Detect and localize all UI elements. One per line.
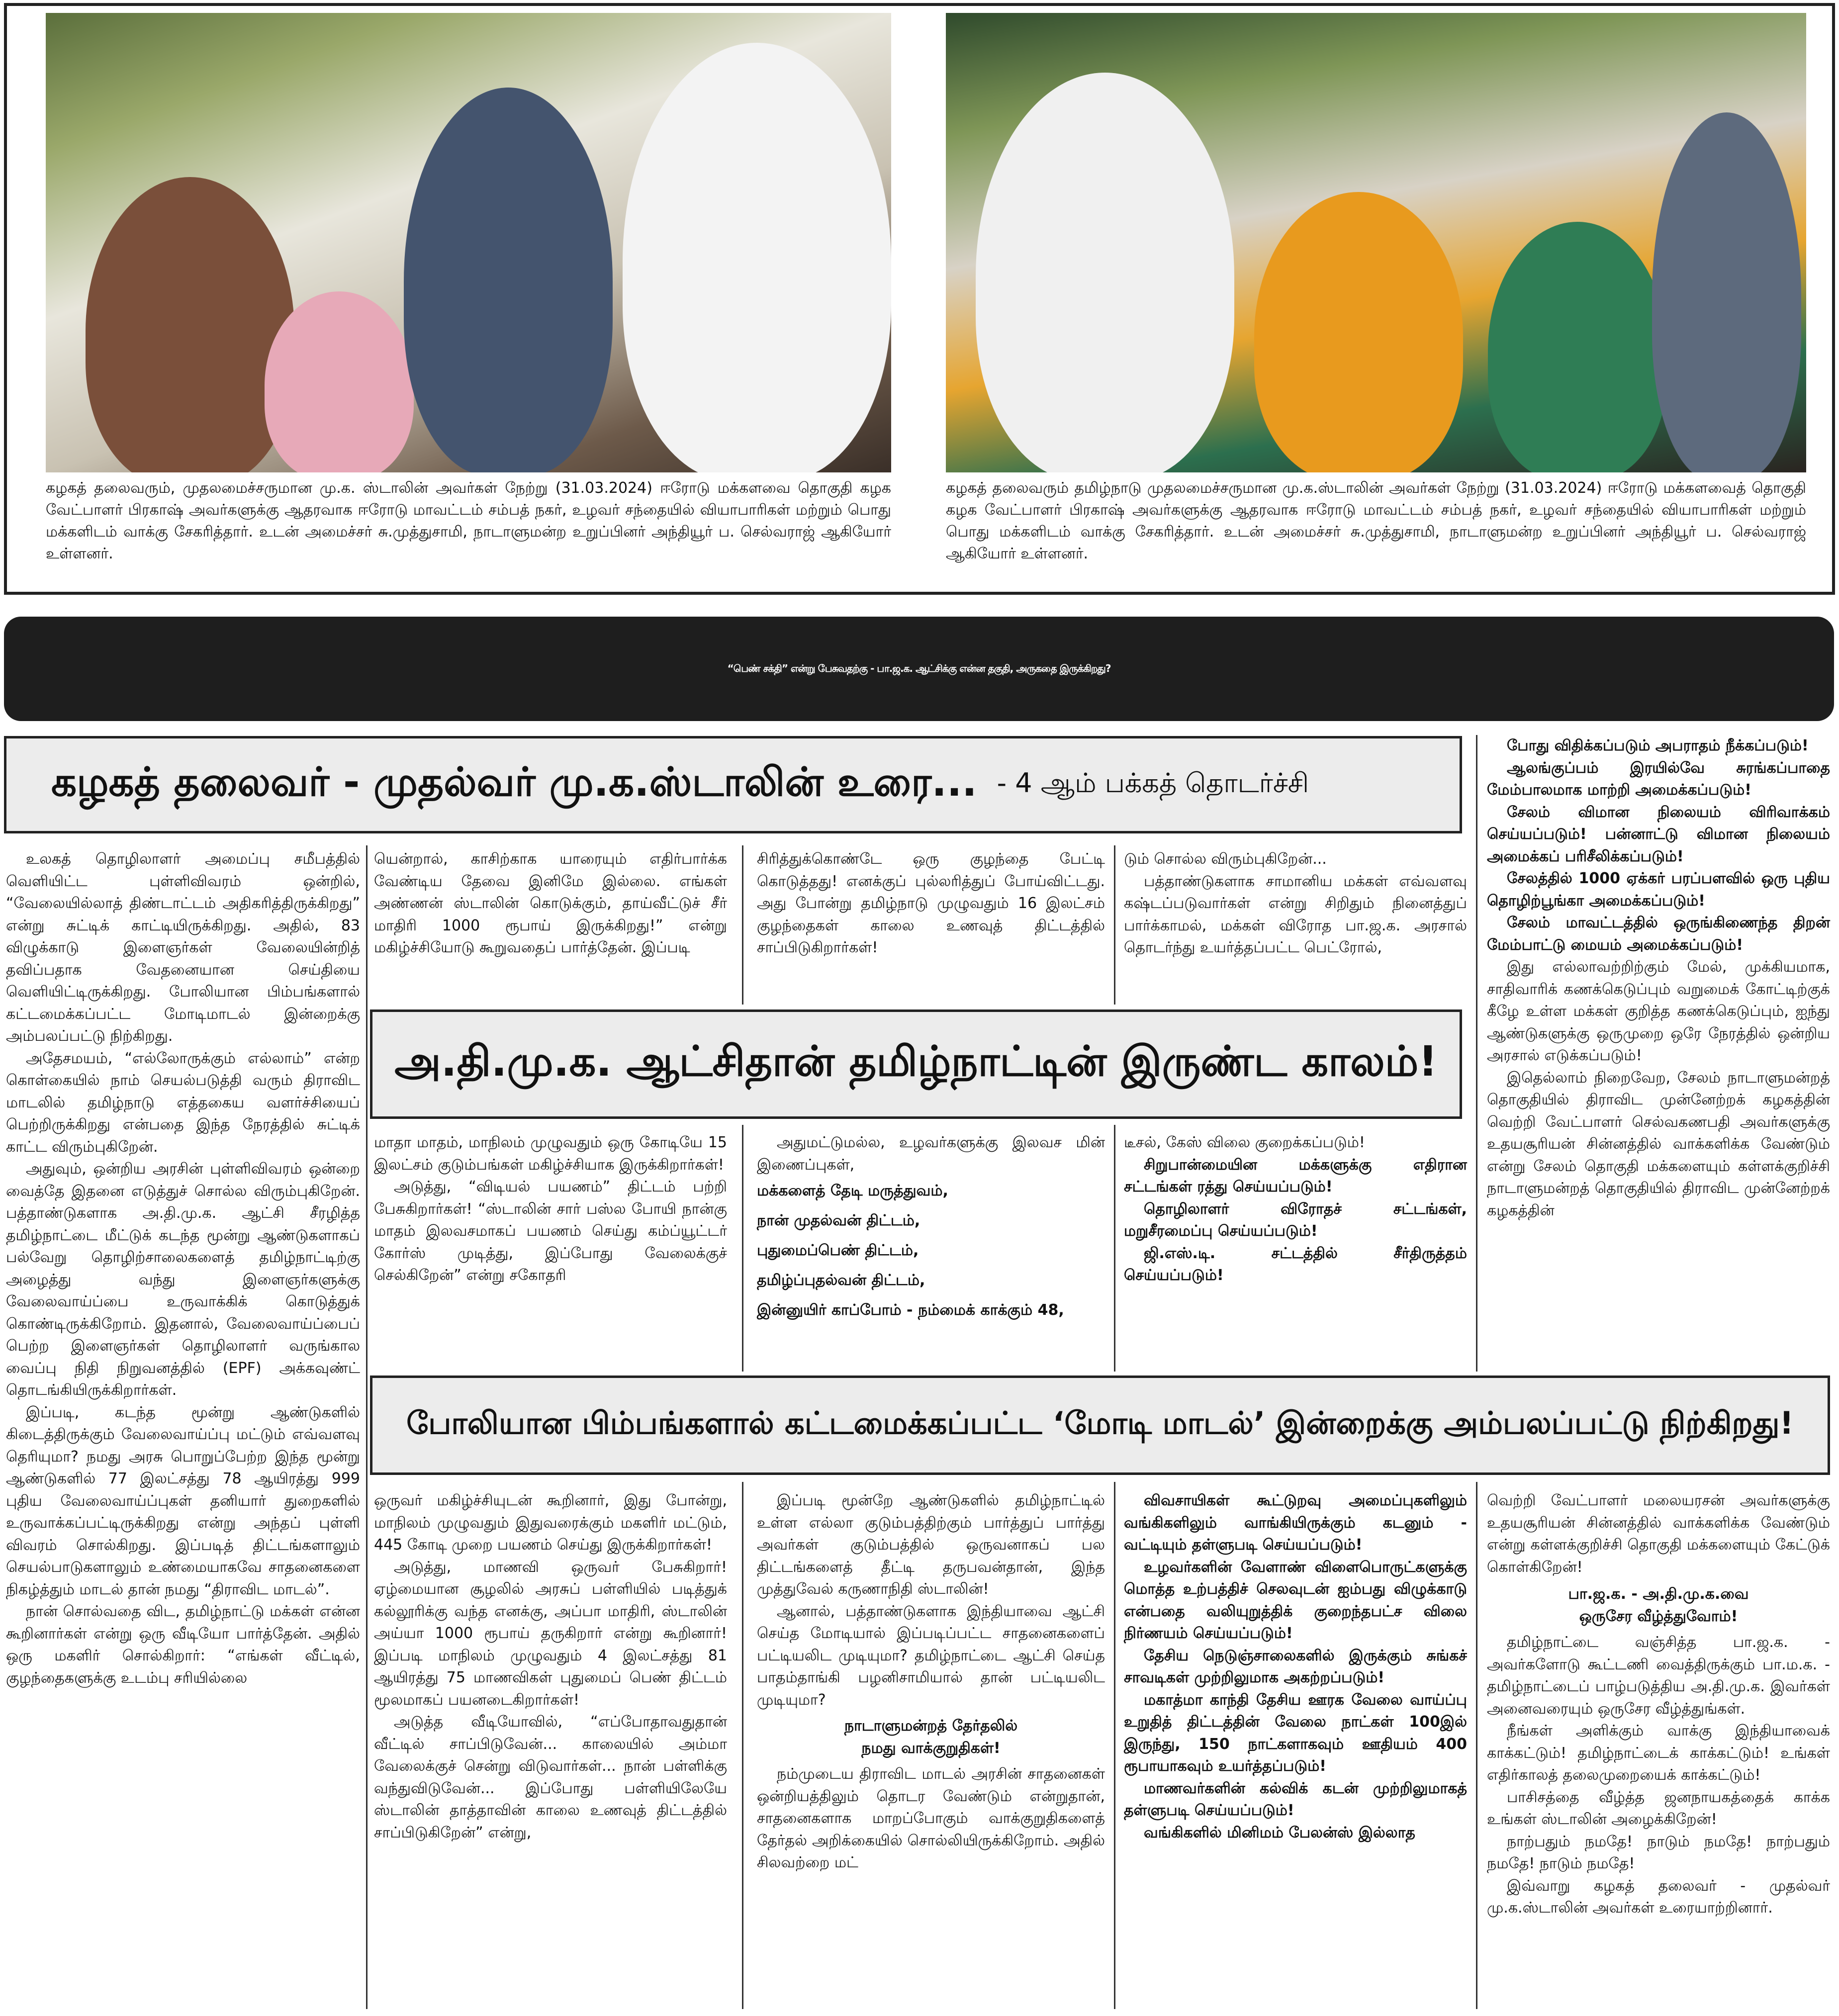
- paragraph: நீங்கள் அளிக்கும் வாக்கு இந்தியாவைக் காக்கட்டும்! தமிழ்நாட்டைக் காக்கட்டும்! உங்கள் எதிர்காலத் தலைமுறையைக் காக்கட்டும்!: [1487, 1722, 1830, 1784]
- paragraph: அதுவும், ஒன்றிய அரசின் புள்ளிவிவரம் ஒன்றை வைத்தே இதனை எடுத்துச் சொல்ல விரும்புகிறேன். பத்தாண்டுகளாக அ.தி.மு.க. ஆட்சி சீரழித்த தமிழ்நாட்டை மீட்டுக் கடந்த மூன்று ஆண்டுகளாகப் பல்வேறு தொழிற்சாலைகளைத் தமிழ்நாட்டிற்கு அழைத்து வந்து இளைஞர்களுக்கு வேலைவாய்ப்பை உருவாக்கிக் கொடுத்துக் கொண்டிருக்கிறோம். இதனால், வேலைவாய்ப்பைப் பெற்ற இளைஞர்கள் தொழிலாளர் வருங்கால வைப்பு நிதி நிறுவனத்தில் (EPF) அக்கவுண்ட் தொடங்கியிருக்கிறார்கள்.: [6, 1160, 360, 1399]
- list-item: இன்னுயிர் காப்போம் - நம்மைக் காக்கும் 48,: [757, 1301, 1064, 1319]
- paragraph: இது எல்லாவற்றிற்கும் மேல், முக்கியமாக, சாதிவாரிக் கணக்கெடுப்பும் வறுமைக் கோட்டிற்குக் கீழே உள்ள மக்கள் குறித்த கணக்கெடுப்பும், ஐந்து ஆண்டுகளுக்கு ஒருமுறை ஒரே நேரத்தில் ஒன்றிய அரசால் எடுக்கப்படும்!: [1487, 958, 1830, 1064]
- photo-caption-right: கழகத் தலைவரும் தமிழ்நாடு முதலமைச்சருமான மு.க.ஸ்டாலின் அவர்கள் நேற்று (31.03.2024) ஈரோடு மக்களவைத் தொகுதி கழக வேட்பாளர் பிரகாஷ் அவர்களுக்கு ஆதரவாக ஈரோடு மாவட்டம் சம்பத் நகர், உழவர் சந்தையில் வியாபாரிகள் மற்றும் பொது மக்களிடம் வாக்கு சேகரித்தார். உடன் அமைச்சர் சு.முத்துசாமி, நாடாளுமன்ற உறுப்பினர் அந்தியூர் ப. செல்வராஜ் ஆகியோர் உள்ளனர்.: [946, 479, 1806, 562]
- photo-caption-left: கழகத் தலைவரும், முதலமைச்சருமான மு.க. ஸ்டாலின் அவர்கள் நேற்று (31.03.2024) ஈரோடு மக்களவை தொகுதி கழக வேட்பாளர் பிரகாஷ் அவர்களுக்கு ஆதரவாக ஈரோடு மாவட்டம் சம்பத் நகர், உழவர் சந்தையில் வியாபாரிகள் மற்றும் பொது மக்களிடம் வாக்கு சேகரித்தார். உடன் அமைச்சர் சு.முத்துசாமி, நாடாளுமன்ற உறுப்பினர் அந்தியூர் ப. செல்வராஜ் ஆகியோர் உள்ளனர்.: [46, 479, 891, 562]
- column-divider: [1114, 845, 1115, 1005]
- paragraph: இதெல்லாம் நிறைவேற, சேலம் நாடாளுமன்றத் தொகுதியில் திராவிட முன்னேற்றக் கழகத்தின் வெற்றி வேட்பாளர் செல்வகணபதி அவர்களுக்கு உதயசூரியன் சின்னத்தில் வாக்களிக்க வேண்டும் என்று சேலம் தொகுதி மக்களையும் கள்ளக்குறிச்சி நாடாளுமன்றத் தொகுதியில் திராவிட முன்னேற்றக் கழகத்தின்: [1487, 1069, 1830, 1219]
- column-divider: [366, 845, 368, 2009]
- paragraph: டும் சொல்ல விரும்புகிறேன்...: [1124, 850, 1327, 868]
- paragraph: ஒருவர் மகிழ்ச்சியுடன் கூறினார், இது போன்று, மாநிலம் முழுவதும் இதுவரைக்கும் மகளிர் மட்டும், 445 கோடி முறை பயணம் செய்து இருக்கிறார்கள்!: [374, 1492, 727, 1554]
- section-heading: நமது வாக்குறுதிகள்!: [861, 1739, 1001, 1757]
- paragraph: அதுமட்டுமல்ல, உழவர்களுக்கு இலவச மின் இணைப்புகள்,: [757, 1134, 1105, 1174]
- paragraph: வங்கிகளில் மினிமம் பேலன்ஸ் இல்லாத: [1144, 1824, 1415, 1841]
- paragraph: தமிழ்நாட்டை வஞ்சித்த பா.ஜ.க. - அவர்களோடு கூட்டணி வைத்திருக்கும் பா.ம.க. - தமிழ்நாட்டைப் பாழ்படுத்திய அ.தி.மு.க. இவர்கள் அனைவரையும் ஒருசேர வீழ்த்துங்கள்.: [1487, 1634, 1830, 1718]
- paragraph: பத்தாண்டுகளாக சாமானிய மக்கள் எவ்வளவு கஷ்டப்படுவார்கள் என்று சிறிதும் நினைத்துப் பார்க்காமல், மக்கள் விரோத பா.ஜ.க. அரசால் தொடர்ந்து உயர்த்தப்பட்ட பெட்ரோல்,: [1124, 872, 1467, 956]
- paragraph: இப்படி, கடந்த மூன்று ஆண்டுகளில் கிடைத்திருக்கும் வேலைவாய்ப்பு மட்டும் எவ்வளவு தெரியுமா? நமது அரசு பொறுப்பேற்ற இந்த மூன்று ஆண்டுகளில் 77 இலட்சத்து 78 ஆயிரத்து 999 புதிய வேலைவாய்ப்புகள் தனியார் துறைகளில் உருவாக்கப்பட்டிருக்கிறது என்று அந்தப் புள்ளி விவரம் சொல்கிறது. இப்படித் திட்டங்களாலும் செயல்பாடுகளாலும் உண்மையாகவே சாதனைகளை நிகழ்த்தும் மாடல் தான் நமது “திராவிட மாடல்”.: [6, 1403, 360, 1598]
- mid-heading: அ.தி.மு.க. ஆட்சிதான் தமிழ்நாட்டின் இருண்ட காலம்!: [394, 1037, 1438, 1086]
- column-2-upper: [374, 848, 727, 959]
- paragraph: தொழிலாளர் விரோதச் சட்டங்கள், மறுசீரமைப்பு செய்யப்படும்!: [1124, 1200, 1467, 1240]
- column-4-middle: [1124, 1132, 1467, 1287]
- paragraph: நாற்பதும் நமதே! நாடும் நமதே! நாற்பதும் நமதே! நாடும் நமதே!: [1487, 1833, 1830, 1872]
- column-divider: [1114, 1482, 1115, 2009]
- photo-left: [46, 13, 891, 472]
- subhead-box: [4, 736, 1462, 833]
- paragraph: மாணவர்களின் கல்விக் கடன் முற்றிலுமாகத் தள்ளுபடி செய்யப்படும்!: [1124, 1779, 1467, 1819]
- column-divider: [1114, 1125, 1115, 1372]
- paragraph: மாதா மாதம், மாநிலம் முழுவதும் ஒரு கோடியே 15 இலட்சம் குடும்பங்கள் மகிழ்ச்சியாக இருக்கிறார்கள்!: [374, 1134, 727, 1174]
- column-4-lower: [1124, 1490, 1467, 1844]
- paragraph: டீசல், கேஸ் விலை குறைக்கப்படும்!: [1124, 1134, 1365, 1151]
- list-item: தமிழ்ப்புதல்வன் திட்டம்,: [757, 1272, 925, 1289]
- column-divider: [1476, 1482, 1477, 2009]
- paragraph: நான் சொல்வதை விட, தமிழ்நாட்டு மக்கள் என்ன கூறினார்கள் என்று ஒரு வீடியோ பார்த்தேன். அதில் ஒரு மகளிர் சொல்கிறார்: “எங்கள் வீட்டில், குழந்தைகளுக்கு உடம்பு சரியில்லை: [6, 1603, 360, 1687]
- paragraph: அடுத்த வீடியோவில், “எப்போதாவதுதான் வீட்டில் சாப்பிடுவேன்... காலையில் அம்மா வேலைக்குச் சென்று விடுவார்கள்... நான் பள்ளிக்கு வந்துவிடுவேன்... இப்போது பள்ளியிலேயே ஸ்டாலின் தாத்தாவின் காலை உணவுத் திட்டத்தில் சாப்பிடுகிறேன்” என்று,: [374, 1713, 727, 1841]
- column-3-upper: [757, 848, 1105, 959]
- photo-right: [946, 13, 1806, 472]
- main-headline: “பெண் சக்தி” என்று பேசுவதற்கு - பா.ஜ.க. ஆட்சிக்கு என்ன தகுதி, அருகதை இருக்கிறது?: [4, 617, 1834, 721]
- subhead-continuation: - 4 ஆம் பக்கத் தொடர்ச்சி: [997, 767, 1309, 799]
- column-right-top: [1487, 735, 1830, 1222]
- paragraph: வெற்றி வேட்பாளர் மலையரசன் அவர்களுக்கு உதயசூரியன் சின்னத்தில் வாக்களிக்க வேண்டும் என்று கள்ளக்குறிச்சி தொகுதி மக்களையும் கேட்டுக் கொள்கிறேன்!: [1487, 1492, 1830, 1576]
- lower-heading: போலியான பிம்பங்களால் கட்டமைக்கப்பட்ட ‘மோடி மாடல்’ இன்றைக்கு அம்பலப்பட்டு நிற்கிறது!: [406, 1405, 1794, 1441]
- column-5-lower: [1487, 1490, 1830, 1920]
- column-2-middle: [374, 1132, 727, 1287]
- paragraph: ஜி.எஸ்.டி. சட்டத்தில் சீர்திருத்தம் செய்யப்படும்!: [1124, 1244, 1467, 1284]
- column-divider: [742, 1482, 743, 2009]
- paragraph: சேலம் விமான நிலையம் விரிவாக்கம் செய்யப்படும்! பன்னாட்டு விமான நிலையம் அமைக்கப் பரிசீலிக்கப்படும்!: [1487, 803, 1830, 865]
- paragraph: இப்படி மூன்றே ஆண்டுகளில் தமிழ்நாட்டில் உள்ள எல்லா குடும்பத்திற்கும் பார்த்துப் பார்த்து அவர்கள் குடும்பத்தில் ஒருவனாகப் பல திட்டங்களைத் தீட்டி தருபவன்தான், இந்த முத்துவேல் கருணாநிதி ஸ்டாலின்!: [757, 1492, 1105, 1598]
- paragraph: அடுத்து, “விடியல் பயணம்” திட்டம் பற்றி பேசுகிறார்கள்! “ஸ்டாலின் சார் பஸ்ல போயி நான்கு மாதம் இலவசமாகப் பயணம் செய்து கம்ப்யூட்டர் கோர்ஸ் முடித்து, இப்போது வேலைக்குச் செல்கிறேன்” என்று சகோதரி: [374, 1178, 727, 1284]
- paragraph: அதேசமயம், “எல்லோருக்கும் எல்லாம்” என்ற கொள்கையில் நாம் செயல்படுத்தி வரும் திராவிட மாடலில் தமிழ்நாடு எத்தகைய வளர்ச்சியைப் பெற்றிருக்கிறது என்பதை இந்த நேரத்தில் சுட்டிக் காட்ட விரும்புகிறேன்.: [6, 1049, 360, 1156]
- subhead-title: கழகத் தலைவர் - முதல்வர் மு.க.ஸ்டாலின் உரை...: [51, 759, 977, 805]
- paragraph: சிரித்துக்கொண்டே ஒரு குழந்தை பேட்டி கொடுத்தது! எனக்குப் புல்லரித்துப் போய்விட்டது. அது போன்று தமிழ்நாடு முழுவதும் 16 இலட்சம் குழந்தைகள் காலை உணவுத் திட்டத்தில் சாப்பிடுகிறார்கள்!: [757, 850, 1105, 956]
- section-heading: பா.ஜ.க. - அ.தி.மு.க.வை: [1568, 1585, 1749, 1603]
- column-3-lower: [757, 1490, 1105, 1874]
- section-heading: நாடாளுமன்றத் தேர்தலில்: [844, 1717, 1018, 1735]
- paragraph: சேலம் மாவட்டத்தில் ஒருங்கிணைந்த திறன் மேம்பாட்டு மையம் அமைக்கப்படும்!: [1487, 914, 1830, 954]
- paragraph: விவசாயிகள் கூட்டுறவு அமைப்புகளிலும் வங்கிகளிலும் வாங்கியிருக்கும் கடனும் - வட்டியும் தள்ளுபடி செய்யப்படும்!: [1124, 1492, 1467, 1554]
- column-divider: [742, 1125, 743, 1372]
- paragraph: யென்றால், காசிற்காக யாரையும் எதிர்பார்க்க வேண்டிய தேவை இனிமே இல்லை. எங்கள் அண்ணன் ஸ்டாலின் கொடுக்கும், தாய்வீட்டுச் சீர் மாதிரி 1000 ரூபாய் இருக்கிறது!” என்று மகிழ்ச்சியோடு கூறுவதைப் பார்த்தேன். இப்படி: [374, 850, 727, 956]
- mid-heading-box: [370, 1009, 1462, 1119]
- paragraph: தேசிய நெடுஞ்சாலைகளில் இருக்கும் சுங்கச் சாவடிகள் முற்றிலுமாக அகற்றப்படும்!: [1124, 1647, 1467, 1686]
- list-item: புதுமைப்பெண் திட்டம்,: [757, 1242, 919, 1259]
- paragraph: ஆனால், பத்தாண்டுகளாக இந்தியாவை ஆட்சி செய்த மோடியால் இப்படிப்பட்ட சாதனைகளைப் பட்டியலிட முடியுமா? தமிழ்நாட்டை ஆட்சி செய்த பாதம்தாங்கி பழனிசாமியால் தான் பட்டியலிட முடியுமா?: [757, 1602, 1105, 1709]
- list-item: நான் முதல்வன் திட்டம்,: [757, 1212, 920, 1229]
- paragraph: நம்முடைய திராவிட மாடல் அரசின் சாதனைகள் ஒன்றியத்திலும் தொடர வேண்டும் என்றுதான், சாதனைகளாக மாறப்போகும் வாக்குறுதிகளைத் தேர்தல் அறிக்கையில் சொல்லியிருக்கிறோம். அதில் சிலவற்றை மட்: [757, 1765, 1105, 1871]
- paragraph: உழவர்களின் வேளாண் விளைபொருட்களுக்கு மொத்த உற்பத்திச் செலவுடன் ஐம்பது விழுக்காடு என்பதை வலியுறுத்திக் குறைந்தபட்ச விலை நிர்ணயம் செய்யப்படும்!: [1124, 1558, 1467, 1642]
- column-divider: [1476, 735, 1477, 1372]
- column-divider: [742, 845, 743, 1005]
- paragraph: ஆலங்குப்பம் இரயில்வே சுரங்கப்பாதை மேம்பாலமாக மாற்றி அமைக்கப்படும்!: [1487, 759, 1830, 799]
- column-1: [6, 848, 360, 1689]
- paragraph: உலகத் தொழிலாளர் அமைப்பு சமீபத்தில் வெளியிட்ட புள்ளிவிவரம் ஒன்றில், “வேலையில்லாத் திண்டாட்டம் அதிகரித்திருக்கிறது” என்று சுட்டிக் காட்டியிருக்கிறது. அதில், 83 விழுக்காடு இளைஞர்கள் வேலையின்றித் தவிப்பதாக வேதனையான செய்தியை வெளியிட்டிருக்கிறது. போலியான பிம்பங்களால் கட்டமைக்கப்பட்ட மோடிமாடல் இன்றைக்கு அம்பலப்பட்டு நிற்கிறது.: [6, 850, 360, 1045]
- section-heading: ஒருசேர வீழ்த்துவோம்!: [1579, 1607, 1738, 1625]
- column-2-lower: [374, 1490, 727, 1844]
- lower-heading-box: [370, 1375, 1830, 1475]
- paragraph: அடுத்து, மாணவி ஒருவர் பேசுகிறார்! ஏழ்மையான சூழலில் அரசுப் பள்ளியில் படித்துக் கல்லூரிக்கு வந்த எனக்கு, அப்பா மாதிரி, ஸ்டாலின் அய்யா 1000 ரூபாய் தருகிறார் என்று கூறினார்! இப்படி மாநிலம் முழுவதும் 4 இலட்சத்து 81 ஆயிரத்து 75 மாணவிகள் புதுமைப் பெண் திட்டம் மூலமாகப் பயனடைகிறார்கள்!: [374, 1558, 727, 1709]
- paragraph: மகாத்மா காந்தி தேசிய ஊரக வேலை வாய்ப்பு உறுதித் திட்டத்தின் வேலை நாட்கள் 100இல் இருந்து, 150 நாட்களாகவும் ஊதியம் 400 ரூபாயாகவும் உயர்த்தப்படும்!: [1124, 1691, 1467, 1775]
- paragraph: இவ்வாறு கழகத் தலைவர் - முதல்வர் மு.க.ஸ்டாலின் அவர்கள் உரையாற்றினார்.: [1487, 1877, 1830, 1917]
- paragraph: சிறுபான்மையின மக்களுக்கு எதிரான சட்டங்கள் ரத்து செய்யப்படும்!: [1124, 1156, 1467, 1195]
- column-3-middle: [757, 1132, 1105, 1325]
- list-item: மக்களைத் தேடி மருத்துவம்,: [757, 1182, 948, 1199]
- paragraph: போது விதிக்கப்படும் அபராதம் நீக்கப்படும்!: [1507, 737, 1809, 754]
- column-4-upper: [1124, 848, 1467, 959]
- paragraph: பாசிசத்தை வீழ்த்த ஜனநாயகத்தைக் காக்க உங்கள் ஸ்டாலின் அழைக்கிறேன்!: [1487, 1788, 1830, 1828]
- paragraph: சேலத்தில் 1000 ஏக்கர் பரப்பளவில் ஒரு புதிய தொழிற்பூங்கா அமைக்கப்படும்!: [1487, 870, 1830, 910]
